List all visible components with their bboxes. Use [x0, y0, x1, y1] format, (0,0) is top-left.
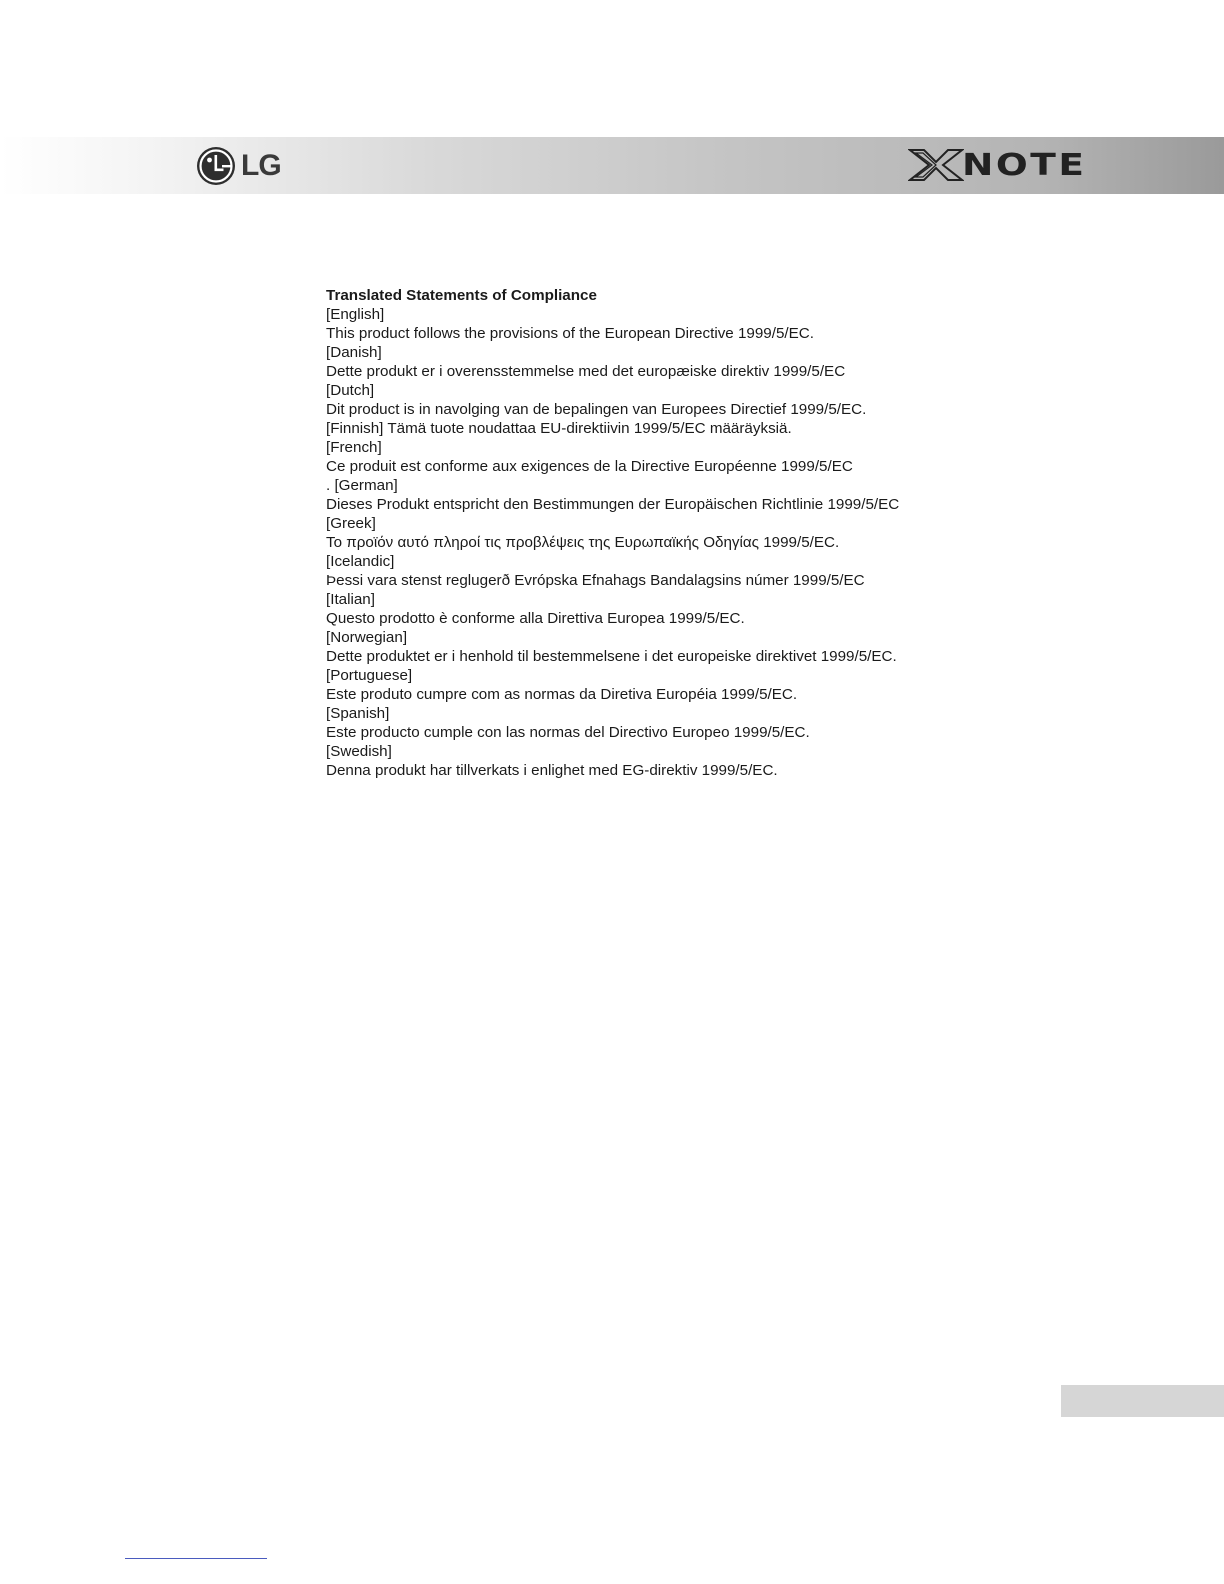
document-line: [Danish]	[326, 344, 382, 361]
xnote-logo	[908, 147, 1087, 183]
document-line: Questo prodotto è conforme alla Direttiva Europea 1999/5/EC.	[326, 610, 745, 627]
document-line: Dieses Produkt entspricht den Bestimmungen der Europäischen Richtlinie 1999/5/EC	[326, 496, 900, 513]
document-line: Este produto cumpre com as normas da Diretiva Européia 1999/5/EC.	[326, 686, 798, 703]
document-line: [French]	[326, 439, 382, 456]
lg-face-logo-icon	[196, 146, 236, 186]
document-line: [Greek]	[326, 515, 376, 532]
stylized-x-icon	[908, 148, 964, 182]
document-line: Este producto cumple con las normas del Directivo Europeo 1999/5/EC.	[326, 724, 810, 741]
document-line: Dette produktet er i henhold til bestemmelsene i det europeiske direktivet 1999/5/EC.	[326, 648, 897, 665]
document-line: Dette produkt er i overensstemmelse med det europæiske direktiv 1999/5/EC	[326, 363, 846, 380]
document-line: [Italian]	[326, 591, 375, 608]
document-line: Þessi vara stenst reglugerð Evrópska Efnahags Bandalagsins númer 1999/5/EC	[326, 572, 865, 589]
document-line: [English]	[326, 306, 385, 323]
document-line: [Finnish] Tämä tuote noudattaa EU-direktiivin 1999/5/EC määräyksiä.	[326, 420, 792, 437]
xnote-wordmark: NOTE	[962, 147, 1087, 183]
document-title: Translated Statements of Compliance	[326, 287, 597, 304]
document-line: [Dutch]	[326, 382, 375, 399]
document-line: Dit product is in navolging van de bepalingen van Europees Directief 1999/5/EC.	[326, 401, 867, 418]
document-line: Ce produit est conforme aux exigences de la Directive Européenne 1999/5/EC	[326, 458, 853, 475]
document-line: [Spanish]	[326, 705, 390, 722]
document-line: . [German]	[326, 477, 398, 494]
lg-logo	[196, 145, 281, 187]
document-line: [Portuguese]	[326, 667, 413, 684]
lg-wordmark: LG	[241, 149, 281, 182]
document-line: [Swedish]	[326, 743, 392, 760]
document-line: [Icelandic]	[326, 553, 395, 570]
compliance-statements	[326, 286, 966, 780]
document-line: Το προϊόν αυτό πληροί τις προβλέψεις της Ευρωπαϊκής Οδηγίας 1999/5/EC.	[326, 534, 840, 551]
document-line: This product follows the provisions of the European Directive 1999/5/EC.	[326, 325, 814, 342]
document-line: Denna produkt har tillverkats i enlighet med EG-direktiv 1999/5/EC.	[326, 762, 778, 779]
document-line: [Norwegian]	[326, 629, 408, 646]
page-number-tab	[1061, 1385, 1224, 1417]
footer-rule	[125, 1558, 267, 1559]
